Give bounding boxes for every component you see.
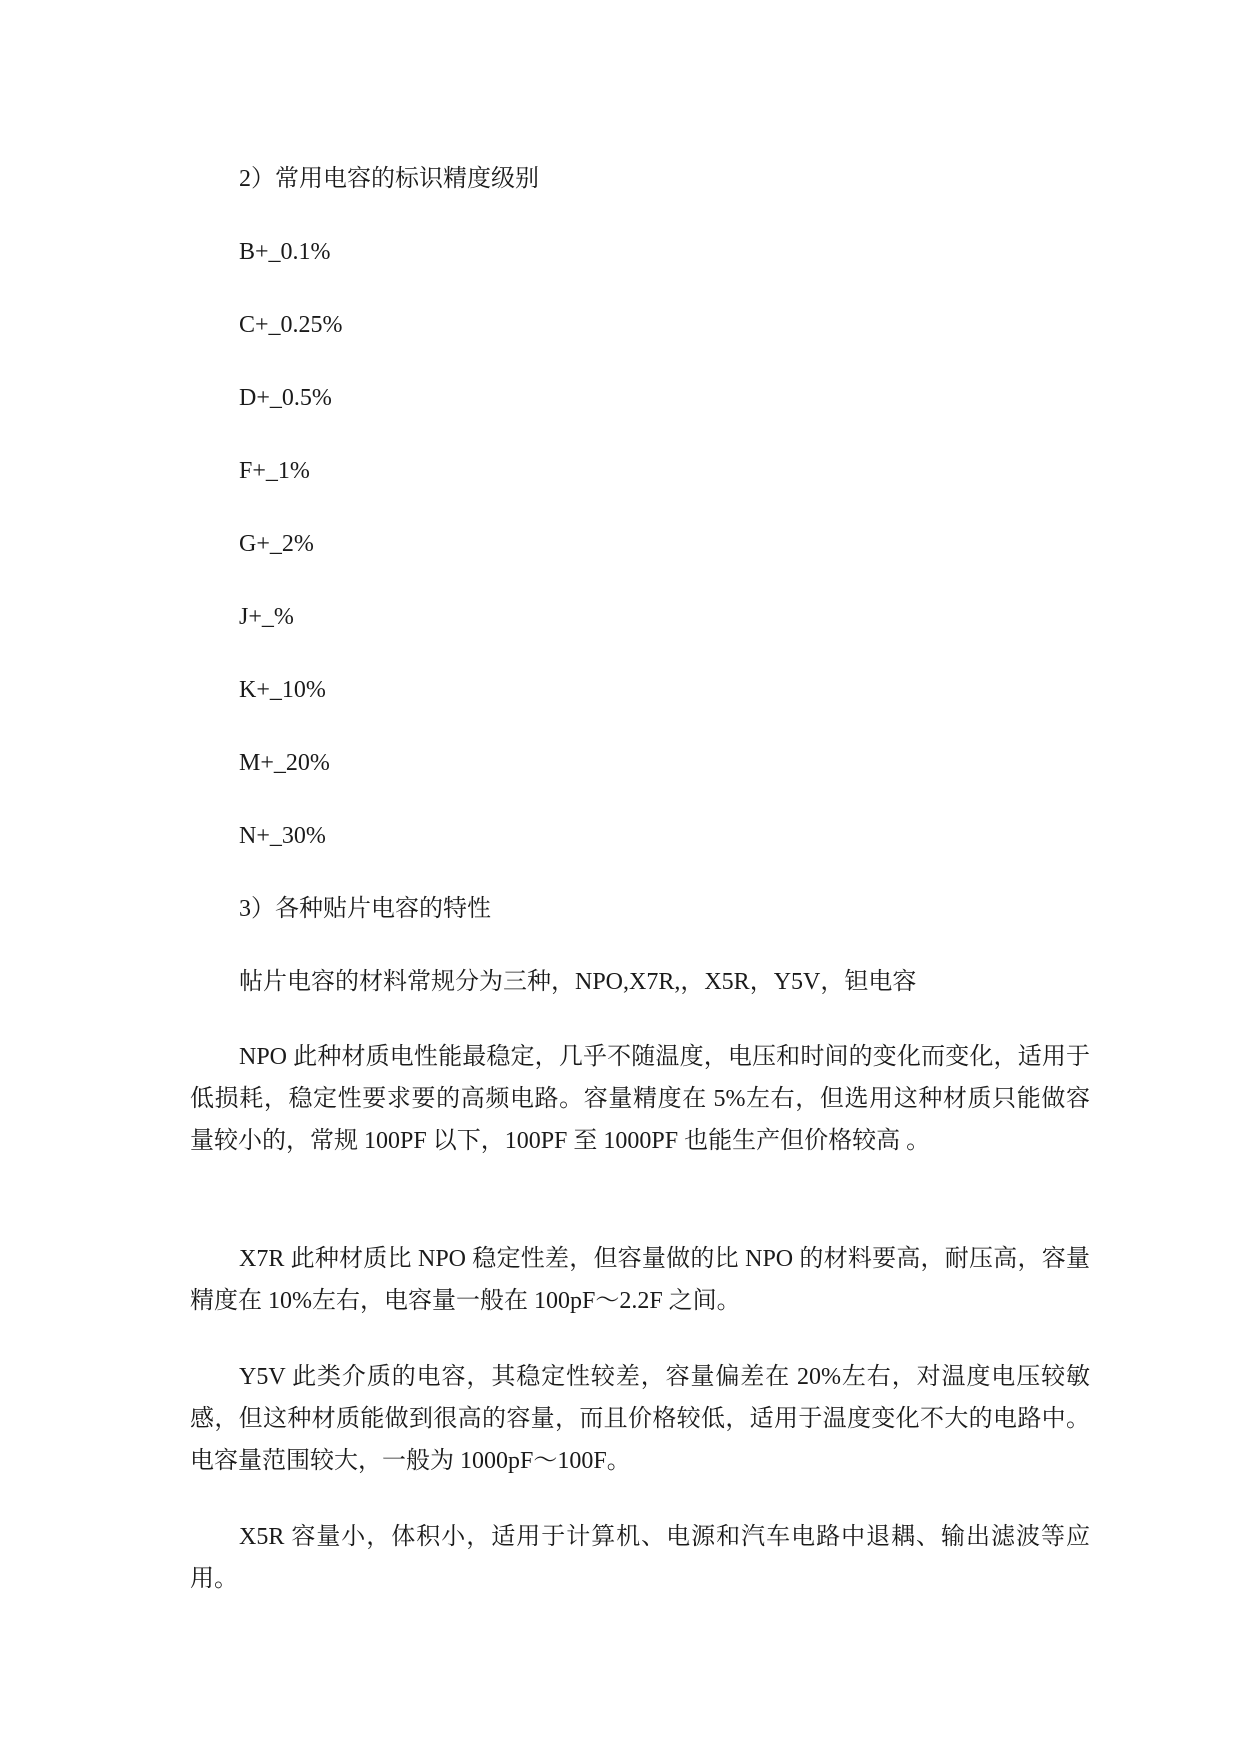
paragraph-y5v — [190, 1356, 1090, 1482]
paragraph-x7r-text: X7R 此种材质比 NPO 稳定性差，但容量做的比 NPO 的材料要高，耐压高，容量精度在 10%左右，电容量一般在 100pF～2.2F 之间。 — [190, 1246, 1090, 1314]
tolerance-grade-c: C+_0.25% — [239, 312, 343, 338]
paragraph-npo — [190, 1036, 1090, 1162]
paragraph-x5r-text: X5R 容量小，体积小，适用于计算机、电源和汽车电路中退耦、输出滤波等应用。 — [190, 1524, 1090, 1592]
paragraph-x7r — [190, 1238, 1090, 1322]
tolerance-grade-n: N+_30% — [239, 823, 326, 849]
materials-intro: 帖片电容的材料常规分为三种，NPO,X7R,，X5R，Y5V，钽电容 — [239, 969, 917, 995]
tolerance-grade-k: K+_10% — [239, 677, 326, 703]
tolerance-grade-b: B+_0.1% — [239, 239, 331, 265]
tolerance-grade-d: D+_0.5% — [239, 385, 332, 411]
tolerance-grade-g: G+_2% — [239, 531, 314, 557]
paragraph-npo-text: NPO 此种材质电性能最稳定，几乎不随温度，电压和时间的变化而变化，适用于低损耗，稳定性要求要的高频电路。容量精度在 5%左右，但选用这种材质只能做容量较小的，常规 100PF 以下，100PF 至 1000PF 也能生产但价格较高 。 — [190, 1044, 1090, 1154]
tolerance-grade-m: M+_20% — [239, 750, 330, 776]
paragraph-x5r — [190, 1516, 1090, 1600]
tolerance-grade-j: J+_% — [239, 604, 294, 630]
section-heading-characteristics: 3）各种贴片电容的特性 — [239, 896, 491, 922]
paragraph-y5v-text: Y5V 此类介质的电容，其稳定性较差，容量偏差在 20%左右，对温度电压较敏感，但这种材质能做到很高的容量，而且价格较低，适用于温度变化不大的电路中。电容量范围较大，一般为 1000pF～100F。 — [190, 1364, 1090, 1474]
section-heading-tolerance: 2）常用电容的标识精度级别 — [239, 166, 539, 192]
tolerance-grade-f: F+_1% — [239, 458, 310, 484]
